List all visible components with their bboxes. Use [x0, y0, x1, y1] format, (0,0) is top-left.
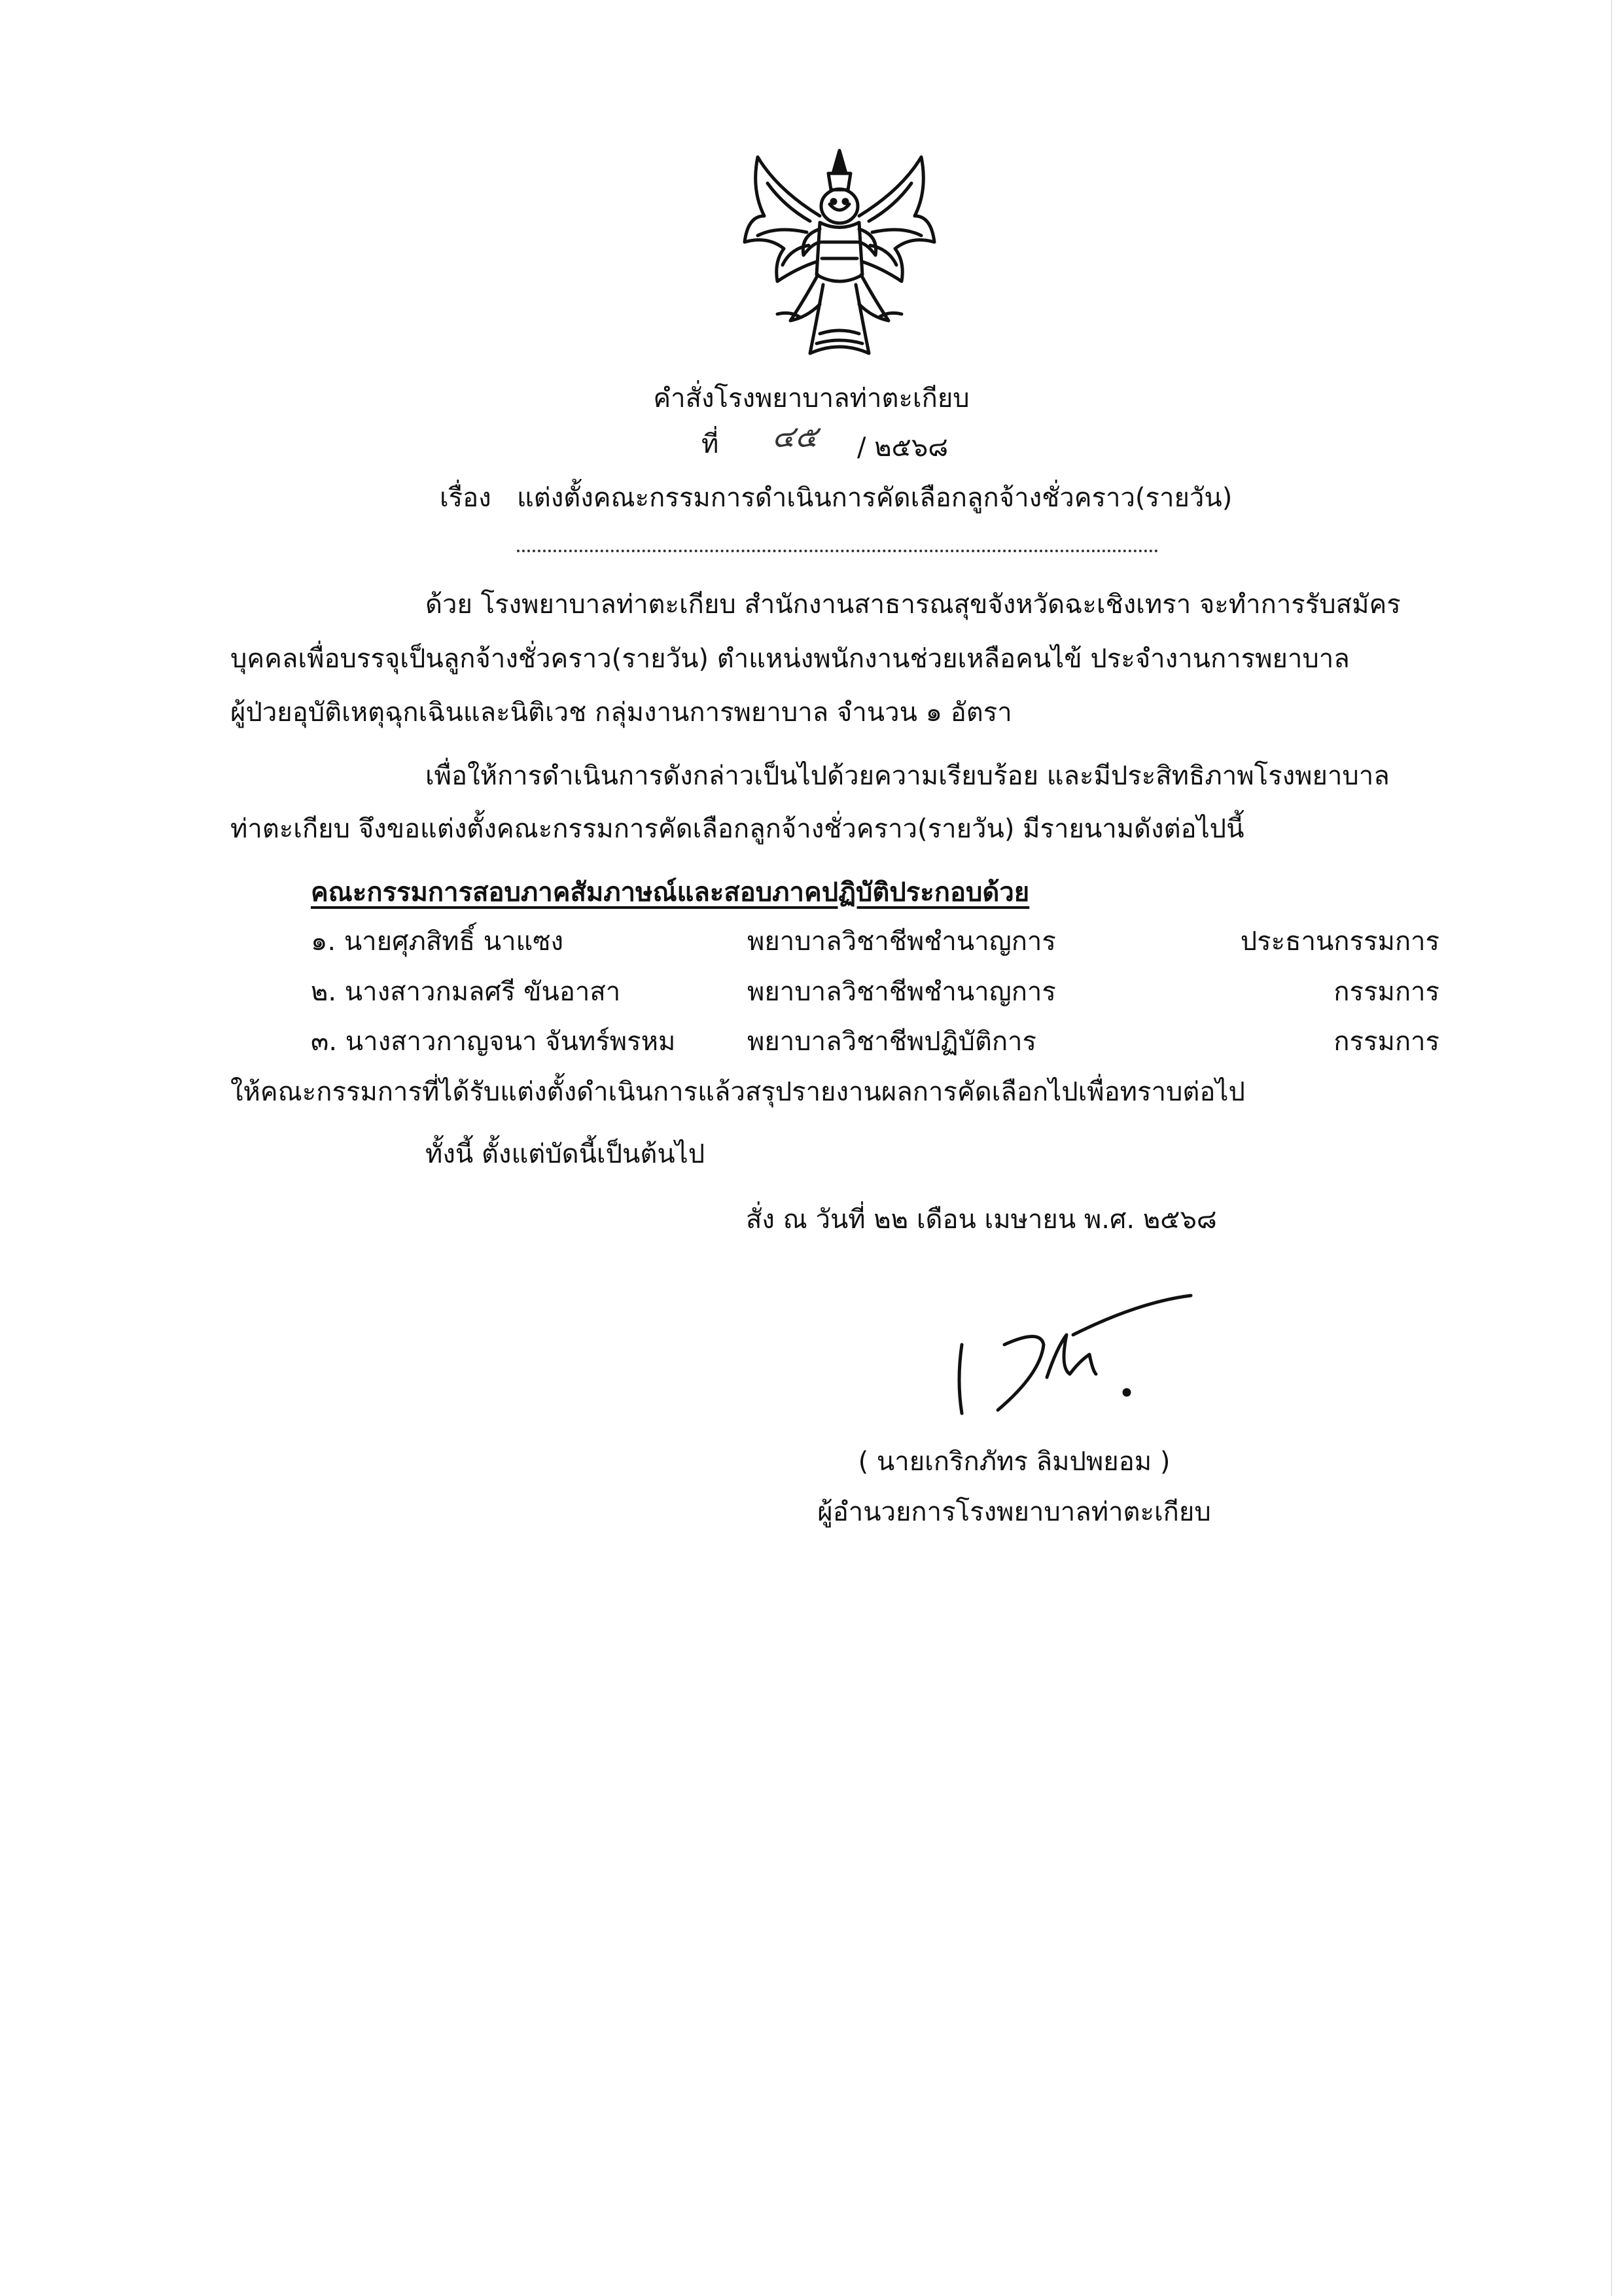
- subject-text: แต่งตั้งคณะกรรมการดำเนินการคัดเลือกลูกจ้างชั่วคราว(รายวัน): [517, 483, 1233, 513]
- separator-dots: [517, 550, 1158, 552]
- signatory-title: ผู้อำนวยการโรงพยาบาลท่าตะเกียบ: [817, 1497, 1211, 1527]
- committee-member-name: ๑. นายศุภสิทธิ์ นาแซง: [311, 927, 563, 957]
- committee-member-name: ๓. นางสาวกาญจนา จันทร์พรหม: [311, 1027, 676, 1057]
- committee-member-role: ประธานกรรมการ: [1240, 927, 1439, 957]
- committee-member-position: พยาบาลวิชาชีพชำนาญการ: [747, 977, 1056, 1007]
- committee-heading: คณะกรรมการสอบภาคสัมภาษณ์และสอบภาคปฏิบัติประกอบด้วย: [311, 877, 1030, 908]
- order-number-label: ที่: [701, 429, 719, 459]
- garuda-emblem-icon: [738, 144, 941, 366]
- ordered-date: สั่ง ณ วันที่ ๒๒ เดือน เมษายน พ.ศ. ๒๕๖๘: [746, 1205, 1217, 1235]
- para1-line2: บุคคลเพื่อบรรจุเป็นลูกจ้างชั่วคราว(รายวัน) ตำแหน่งพนักงานช่วยเหลือคนไข้ ประจำงานการพยาบาล: [230, 644, 1350, 674]
- committee-member-role: กรรมการ: [1333, 977, 1439, 1007]
- committee-member-role: กรรมการ: [1333, 1027, 1439, 1057]
- para1-line1: ด้วย โรงพยาบาลท่าตะเกียบ สำนักงานสาธารณสุขจังหวัดฉะเชิงเทรา จะทำการรับสมัคร: [425, 590, 1401, 620]
- order-number-handwritten: ๔๕: [772, 419, 818, 454]
- para2-line1: เพื่อให้การดำเนินการดังกล่าวเป็นไปด้วยความเรียบร้อย และมีประสิทธิภาพโรงพยาบาล: [425, 761, 1390, 791]
- committee-member-name: ๒. นางสาวกมลศรี ขันอาสา: [311, 977, 621, 1007]
- handwritten-signature: [942, 1282, 1217, 1439]
- committee-member-position: พยาบาลวิชาชีพชำนาญการ: [747, 927, 1056, 957]
- signatory-name: ( นายเกริกภัทร ลิมปพยอม ): [858, 1447, 1171, 1477]
- order-title: คำสั่งโรงพยาบาลท่าตะเกียบ: [653, 383, 970, 414]
- scan-edge-line: [1611, 0, 1612, 2296]
- order-number-suffix: / ๒๕๖๘: [857, 433, 949, 463]
- subject-label: เรื่อง: [440, 483, 491, 513]
- para1-line3: ผู้ป่วยอุบัติเหตุฉุกเฉินและนิติเวช กลุ่มงานการพยาบาล จำนวน ๑ อัตรา: [230, 698, 1012, 728]
- closing-line: ให้คณะกรรมการที่ได้รับแต่งตั้งดำเนินการแล้วสรุปรายงานผลการคัดเลือกไปเพื่อทราบต่อไป: [230, 1077, 1245, 1107]
- effective-line: ทั้งนี้ ตั้งแต่บัดนี้เป็นต้นไป: [425, 1139, 705, 1169]
- para2-line2: ท่าตะเกียบ จึงขอแต่งตั้งคณะกรรมการคัดเลือกลูกจ้างชั่วคราว(รายวัน) มีรายนามดังต่อไปนี้: [230, 814, 1244, 844]
- committee-member-position: พยาบาลวิชาชีพปฏิบัติการ: [747, 1027, 1036, 1057]
